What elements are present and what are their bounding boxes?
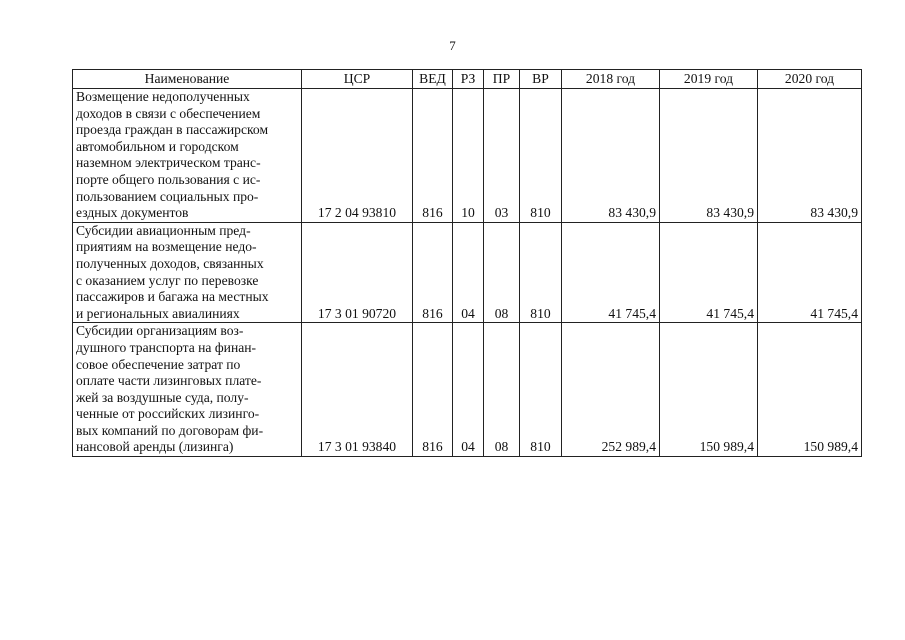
- table-row: [73, 222, 862, 323]
- cell-2019: 150 989,4: [660, 323, 758, 457]
- cell-ved: 816: [413, 89, 453, 223]
- cell-ved: 816: [413, 323, 453, 457]
- name-line: Субсидии авиационным пред-: [76, 222, 251, 238]
- name-line: с оказанием услуг по перевозке: [76, 272, 259, 288]
- table-row: [73, 323, 862, 457]
- cell-ved: 816: [413, 222, 453, 323]
- cell-2020: 150 989,4: [758, 323, 862, 457]
- cell-csr: 17 3 01 90720: [302, 222, 413, 323]
- cell-2019: 41 745,4: [660, 222, 758, 323]
- budget-table: [72, 69, 862, 457]
- header-csr: ЦСР: [302, 70, 413, 89]
- page-number: 7: [449, 38, 456, 53]
- cell-vr: 810: [520, 89, 562, 223]
- header-ved: ВЕД: [413, 70, 453, 89]
- cell-2019: 83 430,9: [660, 89, 758, 223]
- name-line: совое обеспечение затрат по: [76, 356, 241, 372]
- name-line: приятиям на возмещение недо-: [76, 239, 257, 255]
- header-2020: 2020 год: [758, 70, 862, 89]
- cell-2018: 83 430,9: [562, 89, 660, 223]
- cell-pr: 08: [484, 323, 520, 457]
- cell-2018: 252 989,4: [562, 323, 660, 457]
- cell-name: [73, 89, 302, 223]
- name-line: наземном электрическом транс-: [76, 155, 261, 171]
- header-pr: ПР: [484, 70, 520, 89]
- name-line: проезда граждан в пассажирском: [76, 122, 269, 138]
- name-line: ездных документов: [76, 205, 189, 221]
- cell-rz: 10: [453, 89, 484, 223]
- name-line: Субсидии организациям воз-: [76, 323, 244, 339]
- table-header-row: [73, 70, 862, 89]
- cell-2020: 83 430,9: [758, 89, 862, 223]
- table-body: [73, 89, 862, 457]
- name-line: душного транспорта на финан-: [76, 339, 257, 355]
- cell-pr: 03: [484, 89, 520, 223]
- name-line: пользованием социальных про-: [76, 188, 259, 204]
- cell-csr: 17 3 01 93840: [302, 323, 413, 457]
- header-2018: 2018 год: [562, 70, 660, 89]
- cell-name: [73, 323, 302, 457]
- cell-rz: 04: [453, 222, 484, 323]
- header-name: Наименование: [73, 70, 302, 89]
- name-line: и региональных авиалиниях: [76, 305, 240, 321]
- name-line: полученных доходов, связанных: [76, 255, 264, 271]
- cell-csr: 17 2 04 93810: [302, 89, 413, 223]
- name-line: пассажиров и багажа на местных: [76, 289, 269, 305]
- cell-vr: 810: [520, 222, 562, 323]
- table-row: [73, 89, 862, 223]
- name-line: оплате части лизинговых плате-: [76, 373, 262, 389]
- cell-rz: 04: [453, 323, 484, 457]
- name-line: автомобильном и городском: [76, 138, 239, 154]
- name-line: порте общего пользования с ис-: [76, 171, 261, 187]
- name-line: вых компаний по договорам фи-: [76, 422, 264, 438]
- header-rz: РЗ: [453, 70, 484, 89]
- cell-2018: 41 745,4: [562, 222, 660, 323]
- cell-pr: 08: [484, 222, 520, 323]
- name-line: Возмещение недополученных: [76, 89, 250, 104]
- name-line: нансовой аренды (лизинга): [76, 439, 234, 455]
- name-line: жей за воздушные суда, полу-: [76, 389, 249, 405]
- cell-name: [73, 222, 302, 323]
- name-line: доходов в связи с обеспечением: [76, 105, 261, 121]
- name-line: ченные от российских лизинго-: [76, 406, 260, 422]
- header-2019: 2019 год: [660, 70, 758, 89]
- cell-2020: 41 745,4: [758, 222, 862, 323]
- cell-vr: 810: [520, 323, 562, 457]
- header-vr: ВР: [520, 70, 562, 89]
